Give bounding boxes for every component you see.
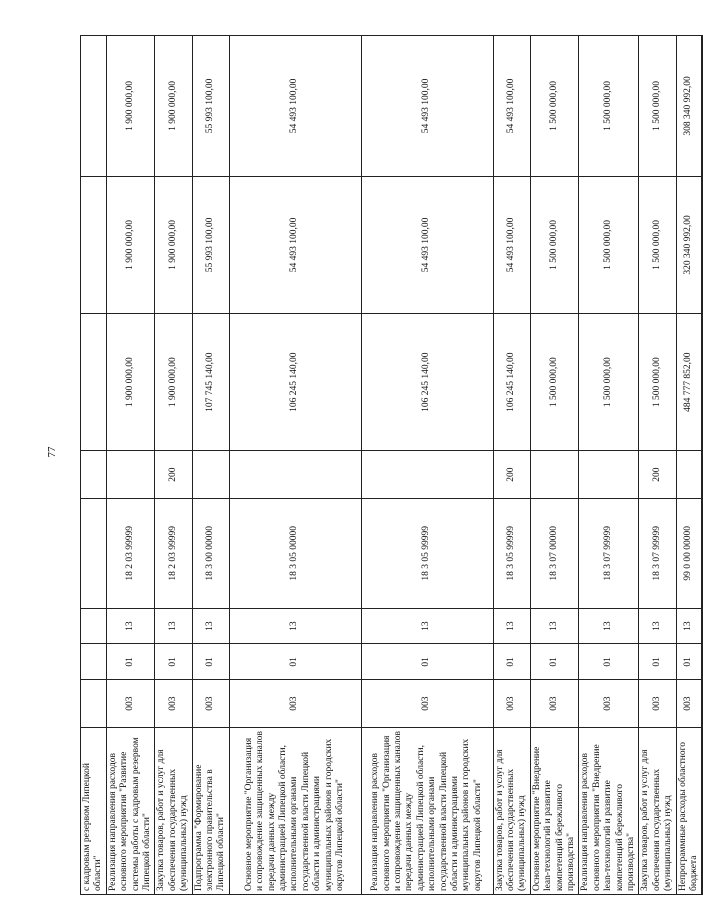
sum-year3-cell — [81, 36, 107, 177]
sum-year2-cell — [81, 176, 107, 313]
subsection-cell: 13 — [106, 608, 155, 644]
subsection-cell: 13 — [579, 608, 639, 644]
table-row — [106, 36, 155, 895]
section-cell: 01 — [639, 644, 676, 680]
table-row — [530, 36, 579, 895]
expense-type-cell — [530, 451, 579, 499]
table-row — [229, 36, 361, 895]
target-article-cell: 18 3 00 00000 — [192, 498, 229, 608]
target-article-cell: 18 3 07 00000 — [530, 498, 579, 608]
sum-year2-cell: 320 340 992,00 — [676, 176, 702, 313]
row-name-cell: Реализация направления расходов основного мероприятия "Внедрение lean-технологий и развитие компетенций бережливого производства" — [579, 727, 639, 894]
sum-year1-cell: 106 245 140,00 — [361, 314, 493, 451]
table-row — [579, 36, 639, 895]
section-cell: 01 — [192, 644, 229, 680]
row-name-cell: Основное мероприятие "Организация и сопровождение защищенных каналов передачи данных между администрацией Липецкой области, исполнительными органами государственной власти Липецкой области и администрациями муниципальных районов и городских округов Липецкой области" — [229, 727, 361, 894]
row-name-cell: Непрограммные расходы областного бюджета — [676, 727, 702, 894]
admin-code-cell: 003 — [155, 680, 192, 728]
admin-code-cell: 003 — [229, 680, 361, 728]
target-article-cell: 99 0 00 00000 — [676, 498, 702, 608]
table-row — [639, 36, 676, 895]
admin-code-cell: 003 — [639, 680, 676, 728]
admin-code-cell: 003 — [579, 680, 639, 728]
section-cell: 01 — [155, 644, 192, 680]
sum-year2-cell: 54 493 100,00 — [361, 176, 493, 313]
sum-year1-cell: 107 745 140,00 — [192, 314, 229, 451]
subsection-cell: 13 — [639, 608, 676, 644]
expense-type-cell: 200 — [639, 451, 676, 499]
sum-year1-cell: 1 500 000,00 — [639, 314, 676, 451]
table-row — [192, 36, 229, 895]
expense-type-cell — [106, 451, 155, 499]
sum-year3-cell: 54 493 100,00 — [229, 36, 361, 177]
expense-type-cell — [361, 451, 493, 499]
subsection-cell: 13 — [361, 608, 493, 644]
sum-year1-cell: 1 900 000,00 — [155, 314, 192, 451]
table-row — [81, 36, 107, 895]
target-article-cell: 18 2 03 99999 — [155, 498, 192, 608]
target-article-cell: 18 2 03 99999 — [106, 498, 155, 608]
admin-code-cell: 003 — [192, 680, 229, 728]
admin-code-cell: 003 — [530, 680, 579, 728]
sum-year2-cell: 1 900 000,00 — [155, 176, 192, 313]
expense-type-cell — [579, 451, 639, 499]
row-name-cell: Подпрограмма "Формирование электронного правительства в Липецкой области" — [192, 727, 229, 894]
table-row — [361, 36, 493, 895]
section-cell: 01 — [579, 644, 639, 680]
table-row — [493, 36, 530, 895]
sum-year2-cell: 55 993 100,00 — [192, 176, 229, 313]
section-cell — [81, 644, 107, 680]
expense-type-cell: 200 — [155, 451, 192, 499]
sum-year3-cell: 308 340 992,00 — [676, 36, 702, 177]
subsection-cell: 13 — [530, 608, 579, 644]
budget-table — [80, 35, 703, 895]
target-article-cell: 18 3 07 99999 — [579, 498, 639, 608]
sum-year3-cell: 1 900 000,00 — [106, 36, 155, 177]
sum-year2-cell: 1 500 000,00 — [530, 176, 579, 313]
section-cell: 01 — [676, 644, 702, 680]
row-name-cell: Реализация направления расходов основного мероприятия "Развитие системы работы с кадровым резервом Липецкой области" — [106, 727, 155, 894]
row-name-cell: Закупка товаров, работ и услуг для обеспечения государственных (муниципальных) нужд — [493, 727, 530, 894]
section-cell: 01 — [229, 644, 361, 680]
sum-year3-cell: 54 493 100,00 — [361, 36, 493, 177]
row-name-cell: Реализация направления расходов основного мероприятия "Организация и сопровождение защищенных каналов передачи данных между администрацией Липецкой области, исполнительными органами государственной власти Липецкой области и администрациями муниципальных районов и городских округов Липецкой области" — [361, 727, 493, 894]
admin-code-cell — [81, 680, 107, 728]
subsection-cell: 13 — [493, 608, 530, 644]
target-article-cell: 18 3 05 99999 — [361, 498, 493, 608]
sum-year1-cell: 106 245 140,00 — [493, 314, 530, 451]
expense-type-cell — [192, 451, 229, 499]
sum-year3-cell: 55 993 100,00 — [192, 36, 229, 177]
section-cell: 01 — [493, 644, 530, 680]
table-row — [155, 36, 192, 895]
expense-type-cell — [229, 451, 361, 499]
sum-year1-cell: 484 777 852,00 — [676, 314, 702, 451]
sum-year2-cell: 54 493 100,00 — [493, 176, 530, 313]
expense-type-cell — [676, 451, 702, 499]
table-row — [676, 36, 702, 895]
subsection-cell: 13 — [192, 608, 229, 644]
admin-code-cell: 003 — [676, 680, 702, 728]
subsection-cell: 13 — [155, 608, 192, 644]
admin-code-cell: 003 — [493, 680, 530, 728]
sum-year1-cell: 1 500 000,00 — [530, 314, 579, 451]
sum-year2-cell: 1 500 000,00 — [579, 176, 639, 313]
subsection-cell: 13 — [676, 608, 702, 644]
subsection-cell — [81, 608, 107, 644]
row-name-cell: с кадровым резервом Липецкой области" — [81, 727, 107, 894]
target-article-cell — [81, 498, 107, 608]
page-number: 77 — [46, 446, 58, 458]
sum-year1-cell: 1 500 000,00 — [579, 314, 639, 451]
sum-year3-cell: 54 493 100,00 — [493, 36, 530, 177]
sum-year1-cell: 106 245 140,00 — [229, 314, 361, 451]
target-article-cell: 18 3 05 00000 — [229, 498, 361, 608]
sum-year2-cell: 54 493 100,00 — [229, 176, 361, 313]
admin-code-cell: 003 — [361, 680, 493, 728]
target-article-cell: 18 3 07 99999 — [639, 498, 676, 608]
sum-year2-cell: 1 500 000,00 — [639, 176, 676, 313]
admin-code-cell: 003 — [106, 680, 155, 728]
target-article-cell: 18 3 05 99999 — [493, 498, 530, 608]
sum-year3-cell: 1 500 000,00 — [639, 36, 676, 177]
sum-year2-cell: 1 900 000,00 — [106, 176, 155, 313]
sum-year1-cell — [81, 314, 107, 451]
section-cell: 01 — [530, 644, 579, 680]
row-name-cell: Закупка товаров, работ и услуг для обеспечения государственных (муниципальных) нужд — [155, 727, 192, 894]
sum-year3-cell: 1 900 000,00 — [155, 36, 192, 177]
section-cell: 01 — [361, 644, 493, 680]
section-cell: 01 — [106, 644, 155, 680]
expense-type-cell: 200 — [493, 451, 530, 499]
sum-year1-cell: 1 900 000,00 — [106, 314, 155, 451]
sum-year3-cell: 1 500 000,00 — [579, 36, 639, 177]
subsection-cell: 13 — [229, 608, 361, 644]
sum-year3-cell: 1 500 000,00 — [530, 36, 579, 177]
expense-type-cell — [81, 451, 107, 499]
row-name-cell: Закупка товаров, работ и услуг для обеспечения государственных (муниципальных) нужд — [639, 727, 676, 894]
row-name-cell: Основное мероприятие "Внедрение lean-технологий и развитие компетенций бережливого производства" — [530, 727, 579, 894]
